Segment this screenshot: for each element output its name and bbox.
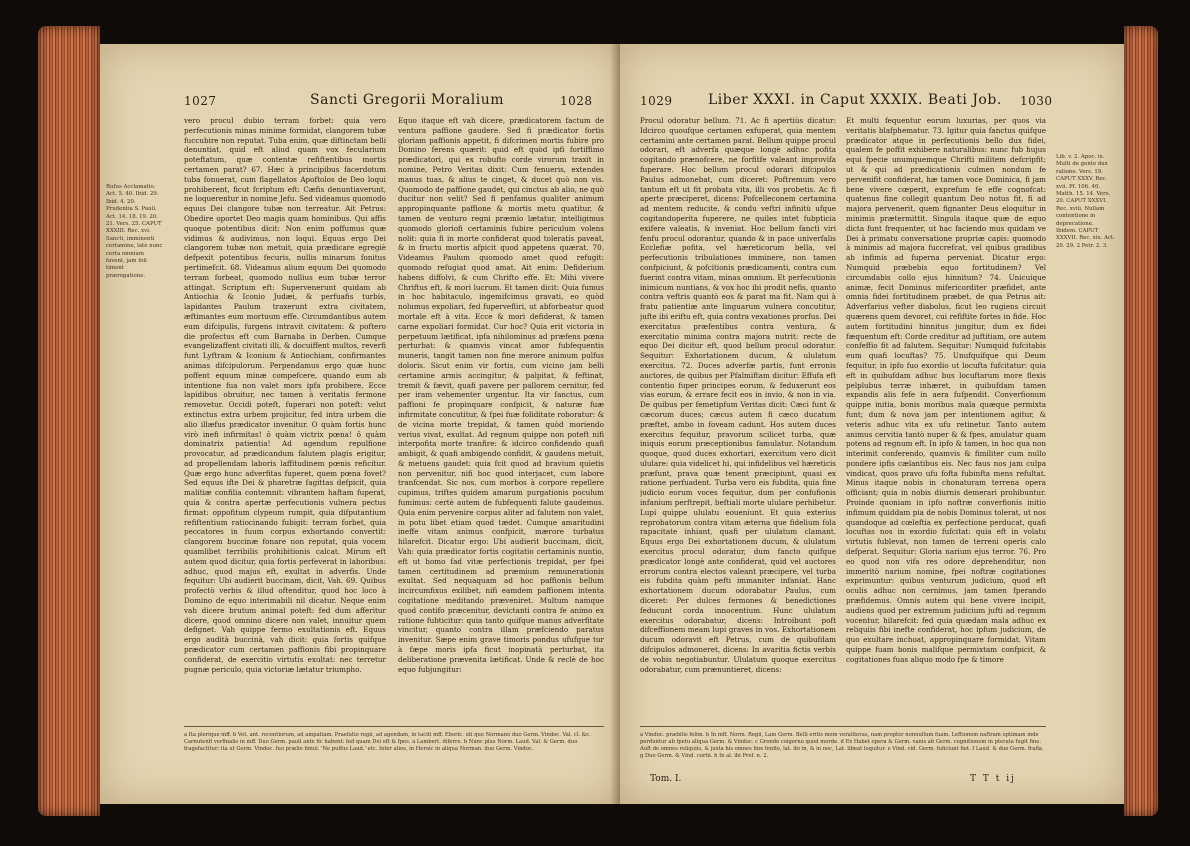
page-number: 1027 bbox=[184, 94, 217, 108]
right-page-edges bbox=[1124, 26, 1158, 816]
right-page bbox=[620, 44, 1124, 804]
margin-notes: Rufus Acclamatio. Act. 5. 40. Ibid. 29. Ibid. 4. 20. Prudentia S. Pauli. Act. 14. 18. 19. 20. 21. Vers. 25. CAPUT XXXIII. Rec. xvi. Sancti, imminenti certamine, latè nunc certa omnium favent, jam foli timent prærogatione. bbox=[106, 184, 163, 279]
footnote-rule bbox=[640, 726, 1046, 727]
text-column-left: Procul odoratur bellum. 71. Ac fi apertiùs dicatur: Idcirco quoufque certamen exfuperat, quia mentem certamini ante certamen parat. Bellum quippe procul odorari, eft adverfa quæque longè adhuc pofita cogitando prænofcere, ne forfitfe valeant improvifa fuperare. Hoc bellum procul odorari difcipulos Paulus admonebat, cum diceret: Poftremum vero tantum eft ut fit probata vita, illi vos probetis. Ac fi aperte præciperet, dicens: Pofcelleconem certamina ad mentem reducite, & condu veftri infinitù ufque cogitandoperita fuperere, ne quiles intet fubpticia exifere valeatis, & inveniat. Hoc bellum fanctì viri fenfu procul odorantur, quando & in pace univerfalis Ecclefiæ pofita, vel hæreticorum bella, vel perfecutionis tribulationes imminere, non tamen confpiciunt, & pofcitionis prædicamenti, contra cum fuerint contra vitam, minas omnium. Et perfecutionis inimicum nuntians, & vox hoc ibi prodit nefis, quanto contra veftris quantò eos & parat ma fit. Nam qui à fratu patientiæ ante linguarum vulnera concutitur, jufte ibi eriftu eft, quia contra vexationes prorfus. Dei exercitatus præfentibus contra ventura, & exercitatio minima contra majora nutrit: recte de equo Dei dicitur eft, quod bellum procul odoratur. Sequitur: Exhortationem ducum, & ululatum exercitus. 72. Duces adverfæ partis, funt erronis auctores, de quibus per Pfalmiftam dicitur: Effufa eft contentio fuper principes eorum, & feduxerunt eos vias eorum, & errare fecit eos in invio, & non in via. De quibus per femetipfum Veritas dicit: Cæci funt & cæcorum duces; cæcus autem fi cæco ducatum præftet, ambo in foveam cadunt. Hos autem duces exercitus fequitur, pravorum scilicet turba, quæ iniquis eorum præceptionibus famulatur. Notandum quoque, quod duces exhortari, exercitum vero dicit ululare: quia videlicet hi, qui infidelibus vel hæreticis præfunt, prava quæ tenent præcipiunt, quasi ex ratione perfuadent. Turba vero eis fubdita, quia fine judicio eorum voces fequitur, dum per confufionis infanium perftrepit, beftiali morte ululare perhibetur. Lupi quippe ululatu eoueniunt. Et quia exterius reprobatorum contra vitam æterna que fidelium fola rapacitate inhiant, quafi per ululatum clamant. Equus ergo Dei exhortationem ducum, & ululatum exercitus procul odoratur, dum fancto quifque prædicator longè ante confiderat, quid vel auctores errorum contra electos valeant præcipere, vel turba eis fubdita quàm pefti immaniter infaniat. Hanc exhortationem ducum odorabatur Paulus, cum diceret: Per dulces fermones & benedictiones feducunt corda innocentium. Hunc ululatum exercitus odorabatur, dicens: Introibunt poft difceffionem meam lupi graves in vos. Exhortationem ducum odoravit eft Petrus, cum de quibufdam difcipulos admoneret, dicens: In avaritia fictis verbis de vobis negotiabuntur. Ululatum quoque exercitus odorabatur, cum prænuntieret, dicens: bbox=[640, 116, 836, 674]
left-page-edges bbox=[38, 26, 100, 816]
left-page bbox=[100, 44, 620, 804]
text-column-right: Equo itaque eft vah dicere, prædicatorem factum de ventura paffione gaudere. Sed fi prædicator fortis gloriam paffionis appetit, fi difcrimen mortis fubire pro Domino ferens quærit: quid eft quòd ipfi fortiffimo prædicatori, qui ex robufto corde virorum traxit in nomine, Petro Veritas dixit: Cum fenueris, extendes manus tuas, & alius te cinget, & ducet quò non vis. Quomodo de paffione gaudet, qui cinctus ab alio, ne quò ducitur non velit? Sed fi penfamus qualiter animum appropinquante paffione & mortis metu quatitur, & tamen de venturo regni præmio lætatur, intelligimus quomodo gloriofi certaminis fubire periculum volens nolit: quia fi in morte confiderat quod toleratis paveat, & in fructu mortis afpicit quod appetens quærat. 70. Videamus Paulum quomodo amet quod refugit: quomodo refugiat quod amat. Ait enim: Defiderium habens diffolvi, & cum Chrifto effe. Et: Mihi vivere Chriftus eft, & mori lucrum. Et tamen dicit: Quia fumus in hoc habitaculo, ingemifcimus gravati, eo quòd nolumus expoliari, fed fupervefliri, ut abforbeatur quod mortale eft à vita. Ecce & mori defiderat, & tamen carne expoliari formidat. Cur hoc? Quia erit victoria in perpetuum lætificat, ipfa nihilominus ad præfens pœna perturbat: & quamvis vincat amor fubfequentis muneris, tangit tamen non fine merore animum pulfus doloris. Sicut enim vir fortis, cum vicino jam belli certamine armis accingitur, & palpitat, & feftinat, tremit & fævit, quafi pavere per pallorem cernitur, fed per iram vehementer urgentur. Ita vir fanctus, cum paffioni fe propinquare confpicit, & naturæ fuæ infirmitate concutitur, & fpei fuæ foliditate roboratur: & de vicina morte trepidat, & tamen quòd moriendo verius vivat, exultat. Ad regnum quippe non poteft nifi interpofita morte tranfire: & idcirco confidendo quafi ambigit, & quafi ambigendo confidit, & gaudens metuit, & metuens gaudet: quia fcit quod ad bravium quietis non pervenitur, nifi hoc quod interjacet, cum labore tranfcendat. Sic nos, cum morbos à corpore repellere cupimus, triftes quidem amarum purgationis poculum fumimus: certè autem de fubfequenti falute gaudemus. Quia enim pervenire corpus aliter ad falutem non valet, in potu libet etiam quod tædet. Cumque amaritudini ineffe vitam animus confpicit, mærore turbatus hilarefcit. Dicatur ergo: Ubi audierit buccinam, dicit, Vah: quia prædicator fortis cogitatio certaminis nuntio, eft ut homo fad vitæ perfectionis trepidat, per fpei tamen certitudinem ad præmium remunerationis exultat. Sed nequaquam ad hoc paffionis bellum incircumfixus exilibet, nifi eamdem paffionem intenta cogitatione meditando præveniret. Multum namque quod contifo præcenitur, devictanti contra fe animo ex ratione fubticitur: quia tanto quifque manus adverfitate vincitur, quanto contra illam præfciendo paratus invenitur. Sæpe enim grave timoris pondus ufufque tur à fæpe moris ipfa ficut inopinatà perturbat, ita deliberatione prævenita lætificat. Unde & reclè de hoc equo fubjungitur: bbox=[398, 116, 604, 674]
footnotes: a Ita plerique mff. b Vet. ant. recentiorum, ad ampatiam. Praefatio regii, ad agendam, in taciti mff. Eboric. uti que Normano duo Germ. Vindoc. Val. cl. &c. Carnutenfi verfinalis in mff. Duo Germ. pauli ante fic habent: fed quam Dei eft & fpes. a Lambert. diferre. b Nunc plus Norm. Laud. Val. & Germ. duo fragefactitur; ita ut Germ. Vindoc. fuo prælio fimul. 'Ne pulfus Laud.' etc. Inter alios, in Heroic in aliqua Norman. duo Germ. Vindoc. bbox=[184, 732, 591, 752]
running-head: Liber XXXI. in Caput XXXIX. Beati Job. bbox=[708, 92, 1002, 108]
open-book bbox=[38, 16, 1158, 824]
text-column-left: vero procul dubio terram forbet: quia vero perfecutionis minas minime formidat, clangorem tubæ fuccubire non reputat. Tuba enim, quæ diftinctam belli denuntiat, quid eft aliud quam vox fecularium poteftatum, quæ contentæ refiftentibus mortis certamen parat? 67. Hæc à principibus facerdotum tuba fonuerat, cum flagellatos Apoftolos de Deo loqui prohiberent, ficut fcriptum eft: Cæfis denuntiaverunt, ne loquerentur in nomine Jefu. Sed videamus quomodo equus Dei clangore tubæ non terreatur. Ait Petrus: Obedire oportet Deo magis quam hominibus. Qui affis quoque potentibus dicit: Non enim poffumus quæ vidimus & audivimus, non loqui. Equus ergo Dei clangorem tubæ non metuit, quia prædicare egregiè defpexit potentibus fecuris, nullis minarum fonitus pertimefcit. 68. Videamus alium equum Dei quomodo terram forbeat, quomodo nullius eum tubæ terror attingat. Scriptum eft: Supervenerunt quidam ab Antiochia & Iconio Judæi, & perfuafis turbis, lapidantes Paulum traxerunt extra civitatem, æftimantes eum mortuum effe. Circumdantibus autem eum difcipulis, furgens intravit civitatem: & poftero die profectus eft cum Barnaba in Derben. Cumque evangelizaffent civitati illi, & docuiffent multos, reverfi funt Lyftram & Iconium & Antiochiam, confirmantes animas difcipulorum. Perpendamus ergo quæ hunc poffent equum minæ compefcere, quando eum ab intentione fua non valet mors ipfa prohibere. Ecce lapidibus obruitur, nec tamen à veritatis fermone removetur. Occidi poteft, fuperari non poteft: velut extinctus extra urbem projicitur, fed intra urbem die alio illæfus prædicator invenitur. O quàm fortis hunc virò inefi infirmitas! ô quàm victrix pœna! ô quàm dominatrix patientia! Ad agendum repulfione provocatur, ad prædicandum falutem plagis erigitur, ad propellendam laboris laffitudinem pœnis reficitur. Quæ ergo hunc adverfitas fuperet, quem pœna fovet? Sed equus ifte Dei & pharetræ fagittas defpicit, quia malitiæ confilia contemnit: vibrantem haftam fuperat, quia & contra apertæ perfecutionis vulnera pectus firmat: oppofitum clypeum rumpit, quia difputantium refiftentium ratiocinando fubigit: terram forbet, quia peccatores in fuum corpus exhortando convertit: clangorem buccinæ fonare non reputat, quia vocem quamlibet terribilis prohibitionis calcat. Mirum eft autem quod dicitur, quia fortis perfeverat in laboribus: adhuc, quod majus eft, exultat in adverfis. Unde fequitur: Ubi audierit buccinam, dicit, Vah. 69. Quibus profectò verbis & illud oftenditur, quod hoc loco à Domino de equo interimabili nil dicatur. Neque enim vah dicere brutum animal poteft: fed dum afferitur dicere, quod omnino dicere non valet, innuitur quem defignet. Vah quippe fermo exultationis eft. Equus ergo audità buccinà, vah dicit: quia fortis quifque prædicator cum certamen paffionis fibi propinquare confiderat, de exercitio virtutis exultat: nec terretur pugnæ periculo, quia victoriæ lætatur triumpho. bbox=[184, 116, 386, 674]
text-column-right: Et multi fequentur eorum luxurias, per quos via veritatis blafphematur. 73. Igitur quia fanctus quifque prædicator atque in perfecutionis bello dux fidei, qualem fe poffit exhibere naturalibus: nunc fub hujus equi fpecie unumquemque Chrifti militem defcripfit: ut & qui ad prædicationis culmen nondum fe pervenifit confiderat, hæ tamen voce Dominica, fi jam bene vivere cœperit, exprefum fe effe cognofcat: quatenus fine collegit quantum Deo notus fit, fi ad majora pervenerit, quem fignanter Deus eloquitur in minimis prætermittit. Singula itaque quæ de equo dicta funt frequenter, ut hac faciendo mus quidam ve Dei à primatu conversatione propriæ capis: quomodo à minimis ad majora fuccrefcat, vel quibus gradibus ab infimis ad fuperna perveniat. Dicatur ergo: Numquid præbebis equo fortitudinem? Vel circumdabis collo ejus hinnitum? 74. Unicuique animæ, fecit Dominus mifericorditer præfidet, ante omnia fidei fortitudinem præbet, de qua Petrus ait: Adverfarius vefter diabolus, ficut leo rugiens circuit quærens quem devoret, cui refiftite fortes in fide. Hoc autem fortitudini hinnitus jungitur, dum ex fidei fæquentum eft: Corde creditur ad juftitiam, ore autem confeffio fit ad falutem. Sequitur: Numquid fufcitabis eum quafi locuftas? 75. Unufquifque qui Deum fequitur, in ipfo fuo exordio ut locufta fufcitatur: quia eft in quibufdam adhuc bus locuftarum more flexis pelplubus terræ inhæret, in quibufdam tamen expandis alis fefe in aera fufpendit. Converfionum quippe initia, bonis moribus mala quæque permixta funt; dum & nova jam per intentionem agitur, & veteris adhuc vita ex ufu retinetur. Tanto autem animus cervitia tantò nuper & & fpes, amulatur quam potens ad regnum eft. In ipfo & tamen, in hoc qua non interimit conferendo, quamvis & fimiliter cum nullo pondere ipfis cælantibus eis. Nec faus nos jam culpa vindicat, quos pravo ufu fofta fubinfta mens refultat. Minus itaque nobis in chonaturam terrena opera officiant; quia in nobis diurnis demerari prohibuntur. Proinde quoniam in ipfo noftræ converfionis initio infimum quiddam pia de nobis Dominus tolerat, ut nos quandoque ad cœleftia ex perfectione perducat, quafi locuftas nos in exordio fufcitat: quia eft in volatu virtutis fublevat, non tamen de terreni operis calo defperat. Sequitur: Gloria narium ejus terror. 76. Pro eo quod non vifa res odore deprehenditur, non immeritò narium nomine, fpei noftræ cogitationes exprimuntur: quibus venturum judicium, quod eft oculis adhuc non cernimus, jam tamen fperando præfidemus. Omnis autem qui bene vivere incipit, audiens quod per extremum judicium jufti ad regnum vocentur, hilarefcit: fed quia quædam mala adhuc ex reliquiis fibi inefte confiderat, hoc ipfum judicium, de quo exultare inchoat, appropinquare formidat. Vitam quippe fuam bonis malifque permixtam confpicit, & cogitationes fuas aliquo modo fpe & timore bbox=[846, 116, 1046, 664]
catchword: T T t ij bbox=[970, 774, 1016, 784]
page-number: 1029 bbox=[640, 94, 673, 108]
footnote-rule bbox=[184, 726, 604, 727]
margin-notes: Lib. v. 2. Apoc. ix. Multi de gente dux ratione. Vers. 19. CAPUT XXXV. Rec. xvii. Pf. 106. 40. Matth. 15. 14. Vers. 20. CAPUT XXXVI. Rec. xviii. Nullam contentione in deprecatione. Ibidem. CAPUT XXXVII. Rec. xix. Act. 20. 29. 2 Petr. 2. 3. bbox=[1056, 154, 1115, 249]
page-number: 1030 bbox=[1020, 94, 1053, 108]
running-head: Sancti Gregorii Moralium bbox=[310, 92, 505, 108]
signature-mark: Tom. I. bbox=[650, 774, 682, 784]
page-number: 1028 bbox=[560, 94, 593, 108]
footnotes: a Vindoc. præbilis felim. b In mff. Norm. Regii, Lam Germ. Belli eritis mem veraliteras, nam propter nonnullum fuam. Leftionem naftram optimam inde perduntur ab fpetu aliqua Germ. & Vindoc. c Gronde coigerno quod morde. d Ex Habet opera & Germ. vanis ab Germ. cognitionem in pterata fugit fine. Auft de omnes reliquiis, & juxta his omnes fine fenfio, lat. ibi in, & in nec, Lat. libeat loquitur. e Vind. vid. Germ. fuficiunt fiet. f Laud. & duo Germ. frafla. g Duo Germ. & Vind. curtii. h In al. ibi Pref. n. 2. bbox=[640, 732, 1044, 759]
